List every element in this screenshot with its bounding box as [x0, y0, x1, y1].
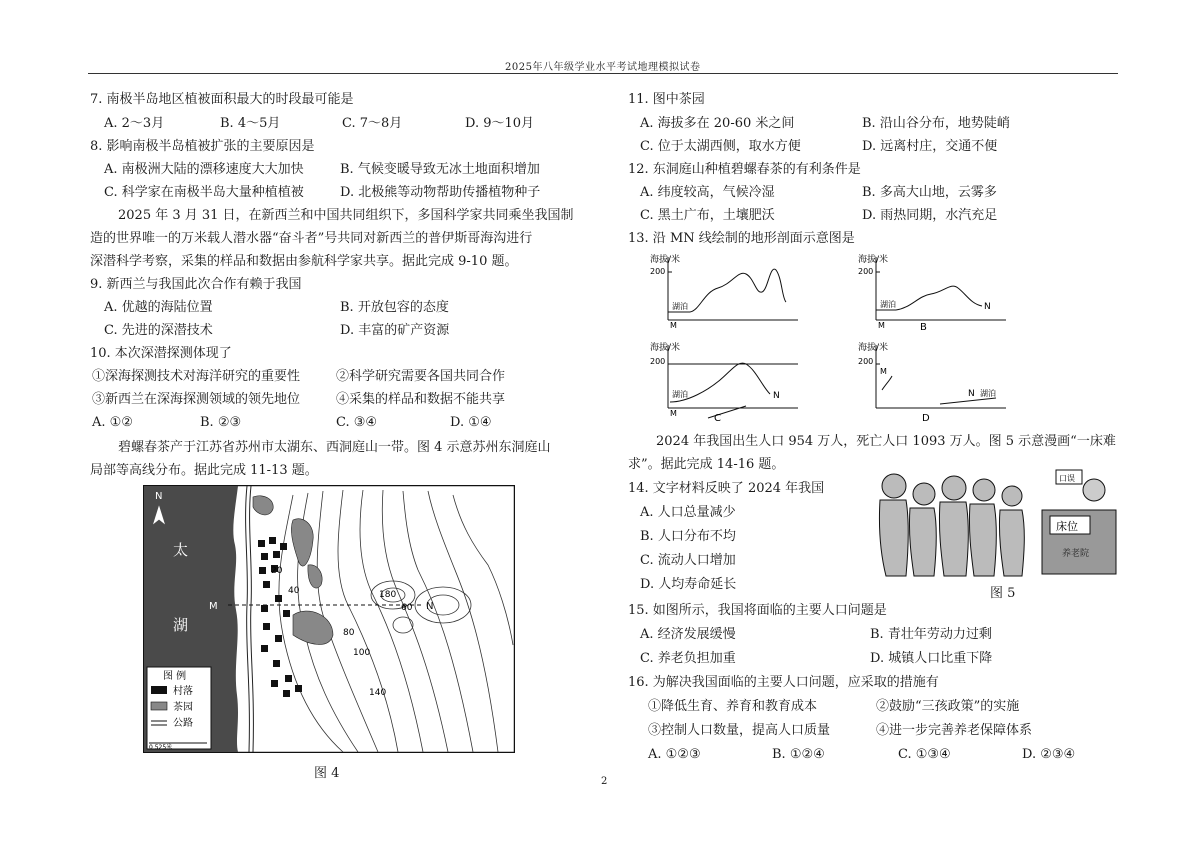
q10-statement-3: ③新西兰在深海探测领域的领先地位 [92, 392, 301, 407]
q11-option-d[interactable]: D. 远离村庄，交通不便 [862, 139, 998, 154]
q12-option-c[interactable]: C. 黑土广布，土壤肥沃 [640, 208, 775, 223]
q10-statement-4: ④采集的样品和数据不能共享 [336, 392, 506, 407]
q15-option-a[interactable]: A. 经济发展缓慢 [640, 627, 736, 642]
q11-option-a[interactable]: A. 海拔多在 20-60 米之间 [640, 116, 795, 131]
q8-option-d[interactable]: D. 北极熊等动物帮助传播植物种子 [340, 185, 541, 200]
q10-statement-2: ②科学研究需要各国共同合作 [336, 369, 506, 384]
nursing-home-desk [1042, 470, 1116, 574]
q11-option-b[interactable]: B. 沿山谷分布，地势陡峭 [862, 116, 1010, 131]
header-rule [88, 73, 1118, 74]
contour-label-60: 60 [401, 603, 413, 613]
passage-1-line-2: 造的世界唯一的万米载人潜水器“奋斗者”号共同对新西兰的普伊斯哥海沟进行 [90, 231, 533, 246]
figure-5-caption: 图 5 [990, 586, 1016, 601]
q7-stem: 7. 南极半岛地区植被面积最大的时段最可能是 [90, 92, 354, 107]
q9-stem: 9. 新西兰与我国此次合作有赖于我国 [90, 277, 302, 292]
q15-option-b[interactable]: B. 青壮年劳动力过剩 [870, 627, 992, 642]
q9-option-a[interactable]: A. 优越的海陆位置 [104, 300, 213, 315]
q8-option-b[interactable]: B. 气候变暖导致无冰土地面积增加 [340, 162, 540, 177]
point-m-label: M [209, 601, 218, 612]
q16-statement-3: ③控制人口数量，提高人口质量 [648, 723, 831, 738]
svg-text:200: 200 [650, 267, 666, 276]
passage-3-line-2: 求”。据此完成 14-16 题。 [628, 457, 785, 472]
svg-text:海拔/米: 海拔/米 [858, 343, 889, 353]
profile-option-c[interactable] [648, 340, 808, 422]
q14-option-d[interactable]: D. 人均寿命延长 [640, 577, 737, 592]
svg-text:M: M [880, 367, 887, 376]
q12-stem: 12. 东洞庭山种植碧螺春茶的有利条件是 [628, 162, 861, 177]
svg-text:M: M [878, 321, 885, 330]
elderly-queue [879, 474, 1024, 576]
q9-option-c[interactable]: C. 先进的深潜技术 [104, 323, 213, 338]
q8-option-a[interactable]: A. 南极洲大陆的漂移速度大大加快 [104, 162, 304, 177]
q12-option-b[interactable]: B. 多高大山地，云雾多 [862, 185, 997, 200]
q16-option-a[interactable]: A. ①②③ [648, 747, 701, 762]
profile-option-b[interactable] [856, 252, 1016, 332]
q15-option-c[interactable]: C. 养老负担加重 [640, 651, 736, 666]
q8-option-c[interactable]: C. 科学家在南极半岛大量种植植被 [104, 185, 304, 200]
svg-text:海拔/米: 海拔/米 [858, 255, 889, 265]
q11-option-c[interactable]: C. 位于太湖西侧，取水方便 [640, 139, 801, 154]
q16-option-d[interactable]: D. ②③④ [1022, 747, 1076, 762]
svg-text:200: 200 [858, 357, 874, 366]
q9-option-b[interactable]: B. 开放包容的态度 [340, 300, 449, 315]
q10-option-c[interactable]: C. ③④ [336, 415, 378, 430]
svg-text:N: N [968, 389, 975, 399]
q16-option-b[interactable]: B. ①②④ [772, 747, 825, 762]
q10-statement-1: ①深海探测技术对海洋研究的重要性 [92, 369, 301, 384]
svg-text:200: 200 [858, 267, 874, 276]
q10-option-a[interactable]: A. ①② [92, 415, 133, 430]
q8-stem: 8. 影响南极半岛植被扩张的主要原因是 [90, 139, 315, 154]
q14-option-a[interactable]: A. 人口总量减少 [640, 505, 736, 520]
figure-4-contour-map [143, 485, 515, 753]
scale-label: 0 525米 [149, 744, 173, 751]
q9-option-d[interactable]: D. 丰富的矿产资源 [340, 323, 450, 338]
q14-option-c[interactable]: C. 流动人口增加 [640, 553, 736, 568]
q14-option-b[interactable]: B. 人口分布不均 [640, 529, 736, 544]
svg-text:湖泊: 湖泊 [672, 302, 688, 311]
svg-text:D: D [922, 413, 930, 422]
q13-stem: 13. 沿 MN 线绘制的地形剖面示意图是 [628, 231, 855, 246]
q7-option-a[interactable]: A. 2～3月 [104, 116, 165, 131]
q16-stem: 16. 为解决我国面临的主要人口问题，应采取的措施有 [628, 675, 939, 690]
exam-header: 2025年八年级学业水平考试地理模拟试卷 [505, 62, 701, 73]
contour-label-80: 80 [343, 628, 355, 638]
legend-village-swatch [151, 686, 167, 694]
speech-bubble: 口误 [1059, 474, 1075, 483]
svg-text:C: C [714, 413, 721, 422]
q16-statement-1: ①降低生育、养育和教育成本 [648, 699, 818, 714]
north-label: N [155, 491, 163, 502]
svg-text:海拔/米: 海拔/米 [650, 255, 681, 265]
q10-stem: 10. 本次深潜探测体现了 [90, 346, 232, 361]
lake-char-2: 湖 [173, 616, 189, 634]
q12-option-a[interactable]: A. 纬度较高，气候冷湿 [640, 185, 775, 200]
q16-option-c[interactable]: C. ①③④ [898, 747, 951, 762]
figure-4-caption: 图 4 [314, 766, 340, 781]
passage-1-line-1: 2025 年 3 月 31 日，在新西兰和中国共同组织下，多国科学家共同乘坐我国制 [118, 208, 574, 223]
contour-label-20: 20 [271, 566, 283, 576]
contour-label-40: 40 [288, 586, 300, 596]
contour-label-180: 180 [379, 590, 397, 600]
q15-stem: 15. 如图所示，我国将面临的主要人口问题是 [628, 603, 887, 618]
lake-char-1: 太 [173, 541, 189, 559]
svg-text:湖泊: 湖泊 [672, 390, 688, 399]
svg-text:M: M [670, 321, 677, 330]
bed-sign: 床位 [1056, 520, 1078, 533]
contour-label-100: 100 [353, 648, 371, 658]
passage-1-line-3: 深潜科学考察，采集的样品和数据由参航科学家共享。据此完成 9-10 题。 [90, 254, 518, 269]
svg-text:200: 200 [650, 357, 666, 366]
q15-option-d[interactable]: D. 城镇人口比重下降 [870, 651, 993, 666]
passage-2-line-1: 碧螺春茶产于江苏省苏州市太湖东、西洞庭山一带。图 4 示意苏州东洞庭山 [118, 440, 551, 455]
passage-3-line-1: 2024 年我国出生人口 954 万人，死亡人口 1093 万人。图 5 示意漫画“一床难 [656, 434, 1116, 449]
legend-tea: 茶园 [173, 702, 193, 713]
svg-text:海拔/米: 海拔/米 [650, 343, 681, 353]
profile-option-a[interactable] [648, 252, 808, 332]
passage-2-line-2: 局部等高线分布。据此完成 11-13 题。 [90, 463, 318, 478]
q14-stem: 14. 文字材料反映了 2024 年我国 [628, 481, 825, 496]
contour-label-140: 140 [369, 688, 387, 698]
svg-text:M: M [670, 409, 677, 418]
q10-option-b[interactable]: B. ②③ [200, 415, 242, 430]
q16-statement-4: ④进一步完善养老保障体系 [876, 723, 1033, 738]
figure-5-cartoon [872, 464, 1120, 582]
svg-text:湖泊: 湖泊 [980, 389, 996, 398]
q11-stem: 11. 图中茶园 [628, 92, 705, 107]
svg-text:B: B [920, 322, 927, 332]
q16-statement-2: ②鼓励“三孩政策”的实施 [876, 699, 1020, 714]
q10-option-d[interactable]: D. ①④ [450, 415, 492, 430]
q7-option-c[interactable]: C. 7～8月 [342, 116, 403, 131]
legend-tea-swatch [151, 702, 167, 710]
svg-text:N: N [984, 302, 991, 312]
svg-text:湖泊: 湖泊 [880, 300, 896, 309]
svg-text:N: N [773, 391, 780, 401]
q7-option-b[interactable]: B. 4～5月 [220, 116, 281, 131]
q12-option-d[interactable]: D. 雨热同期，水汽充足 [862, 208, 998, 223]
q7-option-d[interactable]: D. 9～10月 [465, 116, 535, 131]
legend-title: 图 例 [163, 671, 187, 682]
profile-option-d[interactable] [856, 340, 1016, 422]
legend-road: 公路 [173, 718, 193, 729]
nursing-home-sign: 养老院 [1062, 549, 1090, 559]
page-number: 2 [601, 776, 608, 787]
point-n-label: N [426, 601, 434, 612]
legend-village: 村落 [173, 686, 193, 697]
